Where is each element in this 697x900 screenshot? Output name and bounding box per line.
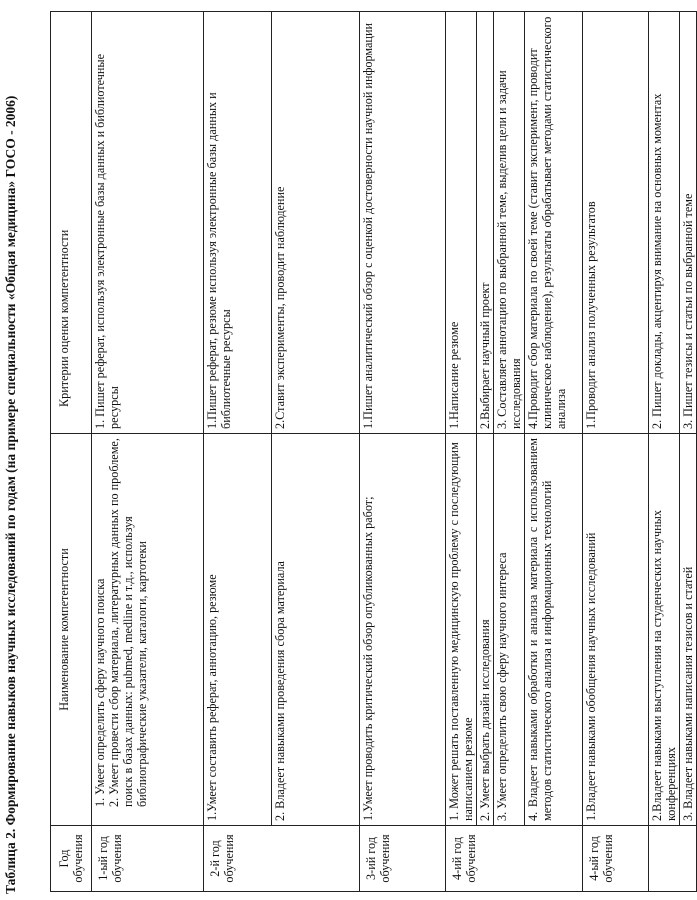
competence-cell: 2. Владеет навыками проведения сбора материала [272, 434, 360, 826]
year-cell: 3-ий год обучения [360, 826, 446, 892]
competence-cell: 4. Владеет навыками обработки и анализа материала с использованием методов статистического анализа и информационных технологий [525, 434, 583, 826]
competence-cell: 2. Умеет выбрать дизайн исследования [477, 434, 494, 826]
competence-cell: 2.Владеет навыками выступления на студенческих научных конференциях [649, 434, 680, 826]
criteria-cell: 1.Проводит анализ полученных результатов [583, 12, 649, 434]
table-caption: Таблица 2. Формирование навыков научных исследований по годам (на примере специальности «Общая медицина» ГОСО - 2006) [3, 95, 18, 894]
year-cell: 4-ий год обучения [446, 826, 583, 892]
competency-table [50, 11, 697, 892]
table-row [272, 12, 360, 892]
year-cell-empty [649, 826, 697, 892]
table-row [494, 12, 525, 892]
table-row [525, 12, 583, 892]
criteria-cell: 1. Пишет реферат, используя электронные базы данных и библиотечные ресурсы [92, 12, 204, 434]
table-row [477, 12, 494, 892]
criteria-cell: 1.Пишет реферат, резюме используя электронные базы данных и библиотечные ресурсы [204, 12, 272, 434]
competence-cell: 1.Умеет проводить критический обзор опубликованных работ; [360, 434, 446, 826]
header-year: Год обучения [51, 826, 92, 892]
criteria-cell: 4.Проводит сбор материала по своей теме (ставит эксперимент, проводит клиническое наблюдение), результаты обрабатывает методами статистического анализа [525, 12, 583, 434]
table-row [649, 12, 680, 892]
criteria-cell: 1.Пишет аналитический обзор с оценкой достоверности научной информации [360, 12, 446, 434]
header-criteria: Критерии оценки компетентности [51, 12, 92, 434]
competence-item: 1. Умеет определить сферу научного поиска [93, 578, 107, 807]
competence-cell: 1. Может решать поставленную медицинскую проблему с последующим написанием резюме [446, 434, 477, 826]
criteria-cell: 3. Составляет аннотацию по выбранной теме, выделив цели и задачи исследования [494, 12, 525, 434]
competence-cell: 1.Умеет составить реферат, аннотацию, резюме [204, 434, 272, 826]
table-row [360, 12, 446, 892]
competence-cell [92, 434, 204, 826]
table-row [446, 12, 477, 892]
criteria-cell: 2.Ставит эксперименты, проводит наблюдение [272, 12, 360, 434]
table-header-row [51, 12, 92, 892]
criteria-cell: 3. Пишет тезисы и статьи по выбранной теме [680, 12, 697, 434]
table-row [583, 12, 649, 892]
competence-cell: 1.Владеет навыками обобщения научных исследований [583, 434, 649, 826]
competence-cell: 3. Умеет определить свою сферу научного интереса [494, 434, 525, 826]
year-cell: 2-й год обучения [204, 826, 360, 892]
header-competence: Наименование компетентности [51, 434, 92, 826]
competence-item: 2. Умеет провести сбор материала, литературных данных по проблеме, поиск в базах данных: pubmed, medline и т.д., используя библиографические указатели, каталоги, картотеки [107, 438, 149, 807]
criteria-cell: 2. Пишет доклады, акцентируя внимание на основных моментах [649, 12, 680, 434]
year-cell: 4-ый год обучения [583, 826, 649, 892]
criteria-cell: 1.Написание резюме [446, 12, 477, 434]
criteria-cell: 2.Выбирает научный проект [477, 12, 494, 434]
year-cell: 1-ый год обучения [92, 826, 204, 892]
table-row [92, 12, 204, 892]
competence-cell: 3. Владеет навыками написания тезисов и статей [680, 434, 697, 826]
table-row [204, 12, 272, 892]
table-row [680, 12, 697, 892]
